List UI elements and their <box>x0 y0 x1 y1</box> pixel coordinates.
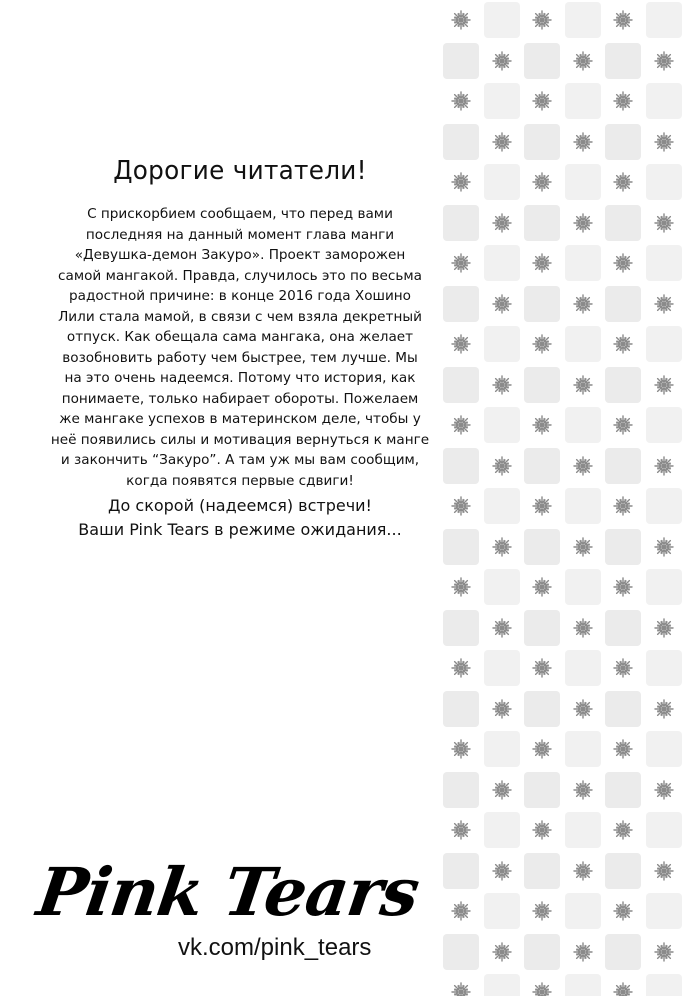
closing-message <box>50 494 430 542</box>
body-line: отпуск. Как обещала сама мангака, она желает <box>66 329 414 345</box>
snowflake-icon <box>605 650 641 686</box>
pattern-tile <box>484 731 520 767</box>
snowflake-icon <box>484 934 520 970</box>
snowflake-icon <box>646 691 682 727</box>
snowflake-icon <box>484 448 520 484</box>
snowflake-icon <box>605 569 641 605</box>
pattern-tile <box>646 407 682 443</box>
snowflake-icon <box>565 691 601 727</box>
pattern-tile <box>646 731 682 767</box>
pattern-tile <box>524 610 560 646</box>
pattern-tile <box>565 812 601 848</box>
body-line: С прискорбием сообщаем, что перед вами <box>87 206 393 222</box>
pattern-tile <box>484 650 520 686</box>
body-line: самой мангакой. Правда, случилось это по весьма <box>58 267 422 284</box>
snowflake-icon <box>646 448 682 484</box>
snowflake-icon <box>443 650 479 686</box>
pattern-tile <box>443 772 479 808</box>
pattern-tile <box>646 893 682 929</box>
snowflake-icon <box>524 83 560 119</box>
body-line: же мангаке успехов в материнском деле, чтобы у <box>59 411 421 427</box>
snowflake-icon <box>565 448 601 484</box>
snowflake-icon <box>565 205 601 241</box>
snowflake-icon <box>605 812 641 848</box>
pattern-tile <box>524 529 560 565</box>
snowflake-icon <box>443 245 479 281</box>
snowflake-icon <box>524 407 560 443</box>
pattern-tile <box>484 245 520 281</box>
pattern-tile <box>565 407 601 443</box>
snowflake-icon <box>646 43 682 79</box>
snowflake-icon <box>605 245 641 281</box>
snowflake-icon <box>443 2 479 38</box>
pattern-tile <box>565 83 601 119</box>
snowflake-icon <box>484 610 520 646</box>
pattern-tile <box>565 974 601 996</box>
pattern-tile <box>443 205 479 241</box>
snowflake-icon <box>565 934 601 970</box>
pattern-tile <box>443 529 479 565</box>
pattern-tile <box>443 448 479 484</box>
pattern-tile <box>484 326 520 362</box>
snowflake-icon <box>646 934 682 970</box>
pattern-tile <box>605 934 641 970</box>
snowflake-icon <box>646 853 682 889</box>
snowflake-icon <box>484 43 520 79</box>
pattern-tile <box>605 286 641 322</box>
pattern-tile <box>646 245 682 281</box>
pattern-tile <box>605 772 641 808</box>
snowflake-icon <box>524 488 560 524</box>
snowflake-icon <box>484 205 520 241</box>
pattern-tile <box>524 367 560 403</box>
pattern-tile <box>565 650 601 686</box>
pattern-tile <box>605 691 641 727</box>
snowflake-icon <box>484 529 520 565</box>
snowflake-icon <box>565 853 601 889</box>
pattern-tile <box>484 164 520 200</box>
pattern-tile <box>565 164 601 200</box>
pattern-tile <box>484 83 520 119</box>
pattern-tile <box>646 164 682 200</box>
snowflake-icon <box>524 164 560 200</box>
pattern-tile <box>605 853 641 889</box>
pattern-tile <box>484 974 520 996</box>
snowflake-icon <box>484 367 520 403</box>
snowflake-icon <box>524 731 560 767</box>
snowflake-icon <box>565 43 601 79</box>
snowflake-icon <box>443 83 479 119</box>
body-line: «Девушка-демон Закуро». Проект заморожен <box>74 247 406 263</box>
pattern-tile <box>565 245 601 281</box>
pattern-tile <box>484 893 520 929</box>
pattern-tile <box>524 286 560 322</box>
pattern-tile <box>524 691 560 727</box>
snowflake-icon <box>646 367 682 403</box>
pattern-tile <box>565 326 601 362</box>
snowflake-icon <box>443 974 479 996</box>
snowflake-icon <box>484 853 520 889</box>
pattern-tile <box>484 2 520 38</box>
body-line: неё появились силы и мотивация вернуться к манге <box>50 431 430 448</box>
pattern-tile <box>443 691 479 727</box>
pattern-tile <box>524 124 560 160</box>
snowflake-icon <box>605 488 641 524</box>
snowflake-icon <box>605 974 641 996</box>
pattern-tile <box>565 569 601 605</box>
snowflake-icon <box>524 893 560 929</box>
snowflake-icon <box>484 691 520 727</box>
pattern-tile <box>443 610 479 646</box>
snowflake-icon <box>524 650 560 686</box>
pink-tears-logo: Pink Tears <box>32 853 424 931</box>
body-line: когда появятся первые сдвиги! <box>126 472 354 489</box>
pattern-tile <box>524 772 560 808</box>
snowflake-icon <box>484 286 520 322</box>
snowflake-icon <box>443 488 479 524</box>
decorative-pattern <box>440 0 700 996</box>
pattern-tile <box>605 124 641 160</box>
body-line: Лили стала мамой, в связи с чем взяла декретный <box>58 308 422 325</box>
pattern-tile <box>646 569 682 605</box>
snowflake-icon <box>524 326 560 362</box>
pattern-tile <box>484 569 520 605</box>
pattern-tile <box>605 610 641 646</box>
pattern-tile <box>484 488 520 524</box>
snowflake-icon <box>524 2 560 38</box>
snowflake-icon <box>443 893 479 929</box>
pattern-tile <box>443 367 479 403</box>
pattern-tile <box>443 853 479 889</box>
snowflake-icon <box>524 974 560 996</box>
snowflake-icon <box>646 772 682 808</box>
closing-line: До скорой (надеемся) встречи! <box>108 496 372 515</box>
body-line: на это очень надеемся. Потому что история, как <box>64 370 416 386</box>
snowflake-icon <box>484 124 520 160</box>
pattern-tile <box>524 205 560 241</box>
snowflake-icon <box>443 407 479 443</box>
pattern-tile <box>443 43 479 79</box>
body-line: радостной причине: в конце 2016 года Хошино <box>68 288 411 304</box>
snowflake-icon <box>605 164 641 200</box>
pattern-tile <box>646 974 682 996</box>
body-line: возобновить работу чем быстрее, тем лучше. Мы <box>62 349 418 366</box>
pattern-tile <box>646 326 682 362</box>
pattern-tile <box>443 124 479 160</box>
pattern-tile <box>565 488 601 524</box>
snowflake-icon <box>484 772 520 808</box>
pattern-tile <box>646 2 682 38</box>
snowflake-icon <box>605 2 641 38</box>
pattern-tile <box>605 43 641 79</box>
pattern-tile <box>524 853 560 889</box>
pattern-tile <box>646 488 682 524</box>
snowflake-icon <box>565 610 601 646</box>
snowflake-icon <box>565 367 601 403</box>
snowflake-icon <box>524 812 560 848</box>
pattern-tile <box>605 448 641 484</box>
snowflake-icon <box>646 610 682 646</box>
body-line: последняя на данный момент глава манги <box>85 226 395 243</box>
snowflake-icon <box>605 407 641 443</box>
pattern-tile <box>565 731 601 767</box>
pattern-tile <box>484 407 520 443</box>
announcement-body <box>50 204 430 491</box>
snowflake-icon <box>646 205 682 241</box>
pattern-tile <box>605 367 641 403</box>
pattern-tile <box>443 286 479 322</box>
pattern-tile <box>646 812 682 848</box>
pattern-tile <box>605 205 641 241</box>
pattern-tile <box>524 448 560 484</box>
snowflake-icon <box>646 124 682 160</box>
pattern-tile <box>484 812 520 848</box>
snowflake-icon <box>605 326 641 362</box>
snowflake-icon <box>443 326 479 362</box>
snowflake-icon <box>646 286 682 322</box>
snowflake-icon <box>524 569 560 605</box>
snowflake-icon <box>605 893 641 929</box>
snowflake-icon <box>605 83 641 119</box>
snowflake-icon <box>443 164 479 200</box>
vk-link[interactable]: vk.com/pink_tears <box>178 934 372 961</box>
pattern-tile <box>605 529 641 565</box>
snowflake-icon <box>646 529 682 565</box>
pattern-tile <box>646 83 682 119</box>
snowflake-icon <box>605 731 641 767</box>
snowflake-icon <box>524 245 560 281</box>
page-title: Дорогие читатели! <box>113 156 367 186</box>
snowflake-icon <box>443 812 479 848</box>
snowflake-icon <box>565 286 601 322</box>
pattern-tile <box>646 650 682 686</box>
pattern-tile <box>565 2 601 38</box>
pattern-tile <box>565 893 601 929</box>
pattern-tile <box>443 934 479 970</box>
snowflake-icon <box>443 731 479 767</box>
closing-line: Ваши Pink Tears в режиме ожидания... <box>78 520 402 539</box>
body-line: и закончить “Закуро”. А там уж мы вам сообщим, <box>60 452 420 468</box>
pattern-tile <box>524 934 560 970</box>
snowflake-icon <box>565 772 601 808</box>
pattern-tile <box>524 43 560 79</box>
snowflake-icon <box>443 569 479 605</box>
snowflake-icon <box>565 529 601 565</box>
body-line: понимаете, только набирает обороты. Пожелаем <box>61 390 419 407</box>
snowflake-icon <box>565 124 601 160</box>
